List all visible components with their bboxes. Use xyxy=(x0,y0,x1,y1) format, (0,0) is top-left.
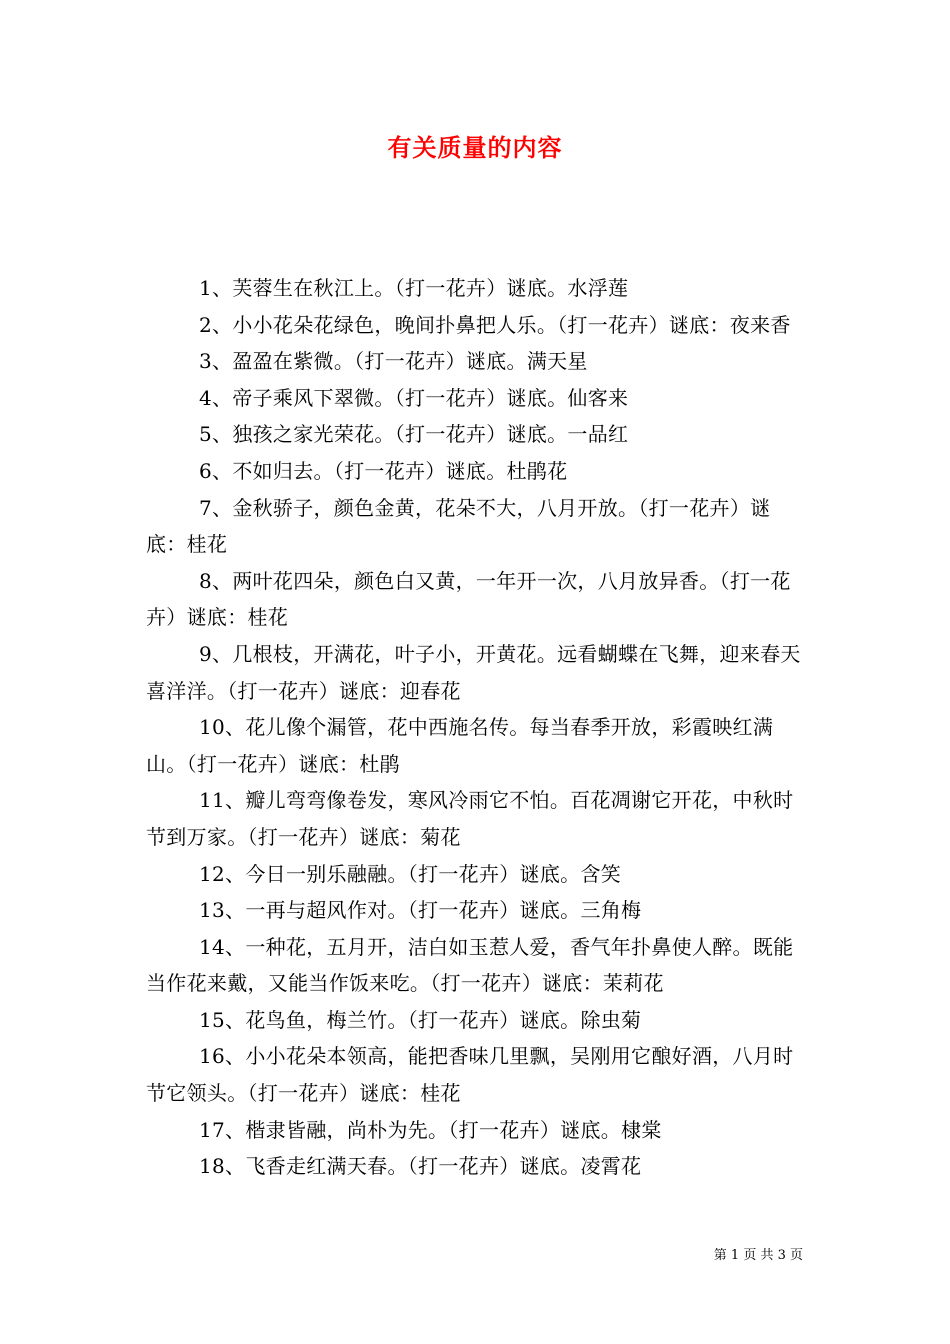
list-item: 18、飞香走红满天春。（打一花卉）谜底。凌霄花 xyxy=(199,1154,642,1179)
list-item: 10、花儿像个漏管，花中西施名传。每当春季开放，彩霞映红满山。（打一花卉）谜底：杜鹃 xyxy=(146,715,774,776)
list-item: 6、不如归去。（打一花卉）谜底。杜鹃花 xyxy=(199,458,568,483)
list-item: 1、芙蓉生在秋江上。（打一花卉）谜底。水浮莲 xyxy=(199,276,629,300)
list-item: 8、两叶花四朵，颜色白又黄，一年开一次，八月放异香。（打一花卉）谜底：桂花 xyxy=(146,568,791,630)
list-item: 4、帝子乘风下翠微。（打一花卉）谜底。仙客来 xyxy=(199,385,629,410)
list-item: 13、一再与超风作对。（打一花卉）谜底。三角梅 xyxy=(199,898,642,923)
list-item: 7、金秋骄子，颜色金黄，花朵不大，八月开放。（打一花卉）谜底：桂花 xyxy=(146,495,771,557)
list-item: 9、几根枝，开满花，叶子小，开黄花。远看蝴蝶在飞舞，迎来春天喜洋洋。（打一花卉）谜底：迎春花 xyxy=(146,641,801,703)
document-body xyxy=(146,270,810,1185)
page-number-footer: 第 1 页 共 3 页 xyxy=(713,1248,803,1263)
list-item: 2、小小花朵花绿色，晚间扑鼻把人乐。（打一花卉）谜底：夜来香 xyxy=(199,312,791,337)
list-item: 5、独孩之家光荣花。（打一花卉）谜底。一品红 xyxy=(199,422,629,447)
list-item: 14、一种花，五月开，洁白如玉惹人爱，香气年扑鼻使人醉。既能当作花来戴，又能当作饭来吃。（打一花卉）谜底：茉莉花 xyxy=(146,934,794,996)
list-item: 3、盈盈在紫微。（打一花卉）谜底。满天星 xyxy=(199,349,588,374)
list-item: 15、花鸟鱼，梅兰竹。（打一花卉）谜底。除虫菊 xyxy=(199,1007,642,1032)
document-title: 有关质量的内容 xyxy=(387,133,563,162)
list-item: 12、今日一别乐融融。（打一花卉）谜底。含笑 xyxy=(199,861,622,886)
list-item: 11、瓣儿弯弯像卷发，寒风冷雨它不怕。百花凋谢它开花，中秋时节到万家。（打一花卉）谜底：菊花 xyxy=(146,788,794,849)
list-item: 17、楷隶皆融，尚朴为先。（打一花卉）谜底。棣棠 xyxy=(199,1117,662,1142)
list-item: 16、小小花朵本领高，能把香味几里飘，吴刚用它酿好酒，八月时节它领头。（打一花卉）谜底：桂花 xyxy=(146,1044,794,1106)
